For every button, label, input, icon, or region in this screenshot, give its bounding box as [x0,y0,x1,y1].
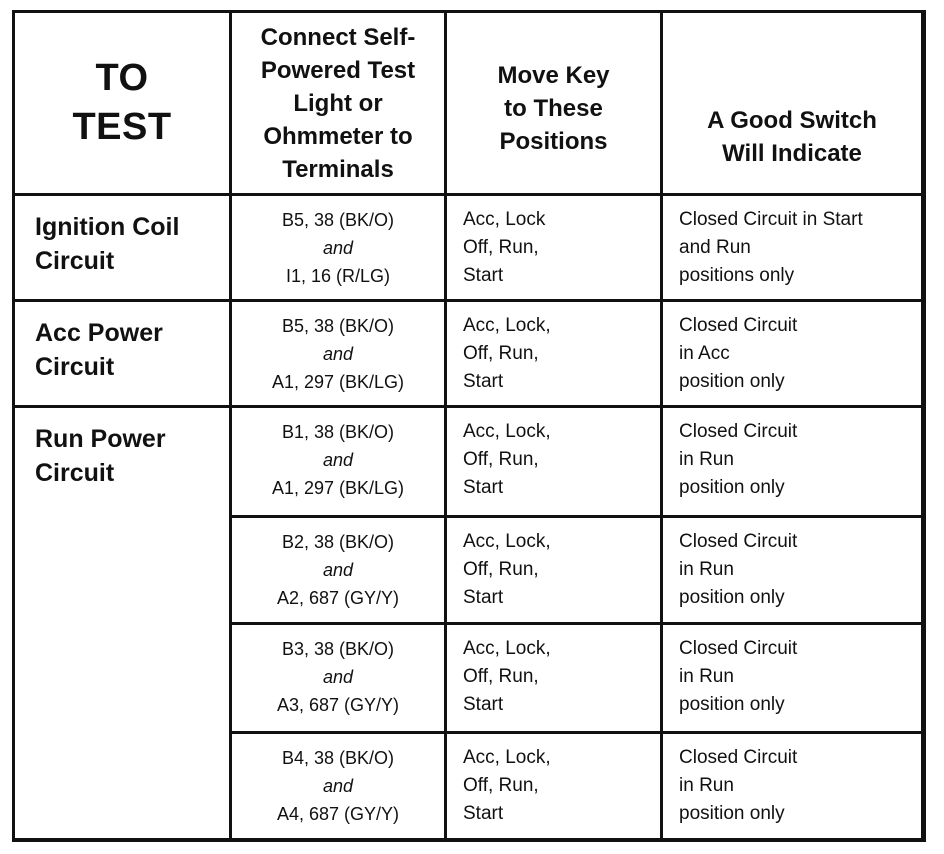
and-label: and [322,344,354,364]
table-border-bottom [12,838,926,842]
terminal-a: B4, 38 (BK/O) [281,748,395,768]
and-label: and [322,450,354,470]
indication-cell: Closed Circuit in Run position only [679,638,798,715]
terminal-b: A1, 297 (BK/LG) [271,478,405,498]
header-good-switch: A Good Switch Will Indicate [707,107,877,167]
terminal-a: B5, 38 (BK/O) [281,316,395,336]
key-positions-cell: Acc, Lock, Off, Run, Start [463,315,551,392]
terminals-cell [232,302,444,405]
indication-cell: Closed Circuit in Acc position only [679,315,798,392]
terminals-cell [232,734,444,838]
terminals-cell [232,408,444,515]
terminal-a: B1, 38 (BK/O) [281,422,395,442]
key-positions-cell: Acc, Lock, Off, Run, Start [463,421,551,498]
terminal-a: B5, 38 (BK/O) [281,210,395,230]
key-positions-cell: Acc, Lock, Off, Run, Start [463,531,551,608]
and-label: and [322,238,354,258]
key-positions-cell: Acc, Lock, Off, Run, Start [463,638,551,715]
header-to-test: TO TEST [72,57,172,148]
table-border-right [921,10,926,842]
indication-cell: Closed Circuit in Start and Run positions only [679,209,863,286]
test-label-acc-power: Acc Power Circuit [35,319,163,381]
terminal-a: B2, 38 (BK/O) [281,532,395,552]
and-label: and [322,667,354,687]
terminal-b: A2, 687 (GY/Y) [276,588,400,608]
test-label-run-power: Run Power Circuit [35,425,166,487]
terminals-cell [232,518,444,622]
terminal-b: I1, 16 (R/LG) [285,266,391,286]
indication-cell: Closed Circuit in Run position only [679,747,798,824]
and-label: and [322,560,354,580]
terminals-cell [232,625,444,731]
indication-cell: Closed Circuit in Run position only [679,531,798,608]
and-label: and [322,776,354,796]
key-positions-cell: Acc, Lock Off, Run, Start [463,209,546,286]
terminal-a: B3, 38 (BK/O) [281,639,395,659]
header-move-key: Move Key to These Positions [497,61,610,155]
terminal-b: A1, 297 (BK/LG) [271,372,405,392]
header-connect-terminals: Connect Self- Powered Test Light or Ohmmeter to Terminals [260,23,416,183]
test-label-ignition-coil: Ignition Coil Circuit [35,213,180,275]
terminal-b: A3, 687 (GY/Y) [276,695,400,715]
terminals-cell [232,196,444,299]
terminal-b: A4, 687 (GY/Y) [276,804,400,824]
indication-cell: Closed Circuit in Run position only [679,421,798,498]
key-positions-cell: Acc, Lock, Off, Run, Start [463,747,551,824]
